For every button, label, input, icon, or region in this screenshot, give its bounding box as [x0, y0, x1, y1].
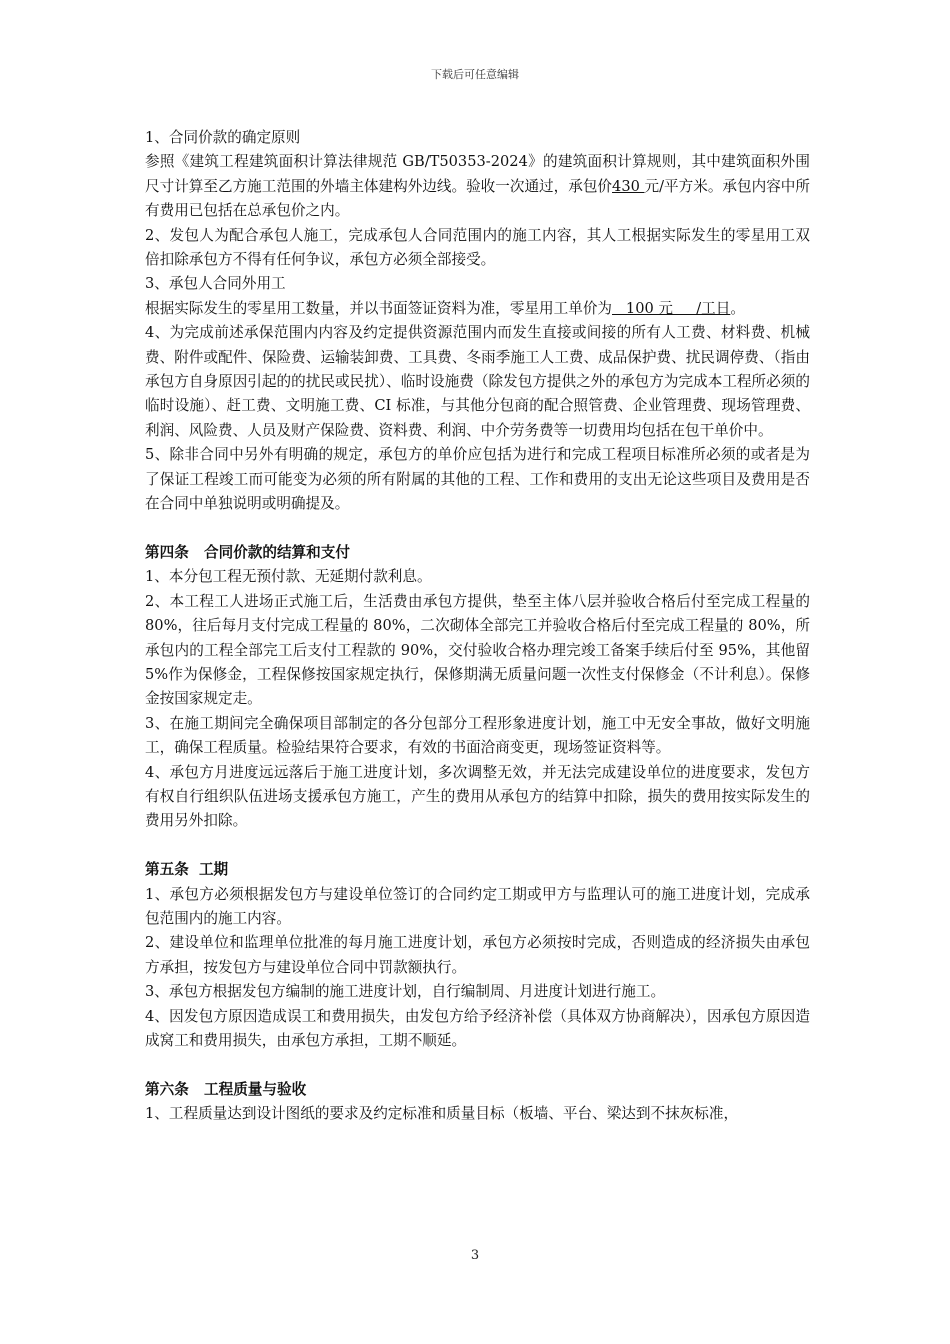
page-header: 下载后可任意编辑: [431, 68, 519, 81]
document-body: [145, 126, 810, 1127]
article-heading: 第六条 工程质量与验收: [145, 1080, 307, 1098]
text-span: 参照《建筑工程建筑面积计算法律规范 GB/T50353-2024》的建筑面积计算规则，其中建筑面积外围尺寸计算至乙方施工范围的外墙主体建构外边线。验收一次通过，承包价: [145, 153, 810, 195]
article-heading: 第四条 合同价款的结算和支付: [145, 543, 350, 561]
paragraph: 4、承包方月进度远远落后于施工进度计划，多次调整无效，并无法完成建设单位的进度要求，发包方有权自行组织队伍进场支援承包方施工，产生的费用从承包方的结算中扣除，损失的费用按实际发生的费用另外扣除。: [145, 763, 810, 830]
paragraph: [145, 297, 810, 321]
text-span: 。: [730, 299, 745, 317]
paragraph: 2、建设单位和监理单位批准的每月施工进度计划，承包方必须按时完成，否则造成的经济损失由承包方承担，按发包方与建设单位合同中罚款额执行。: [145, 934, 810, 976]
paragraph: 1、承包方必须根据发包方与建设单位签订的合同约定工期或甲方与监理认可的施工进度计划，完成承包范围内的施工内容。: [145, 885, 810, 927]
spacer: [145, 834, 810, 858]
page-number: 3: [470, 1248, 480, 1263]
underlined-price: 430: [612, 177, 645, 195]
article-heading: 第五条 工期: [145, 861, 229, 879]
paragraph: 3、承包方根据发包方编制的施工进度计划，自行编制周、月进度计划进行施工。: [145, 983, 666, 1001]
paragraph: 4、因发包方原因造成误工和费用损失，由发包方给予经济补偿（具体双方协商解决），因承包方原因造成窝工和费用损失，由承包方承担，工期不顺延。: [145, 1007, 810, 1049]
paragraph: 2、本工程工人进场正式施工后，生活费由承包方提供，垫至主体八层并验收合格后付至完成工程量的 80%，往后每月支付完成工程量的 80%，二次砌体全部完工并验收合格后付至完成工程量的 80%，所承包内的工程全部完工后支付工程款的 90%，交付验收合格办理完竣工备案手续后付至 95%，其他留 5%作为保修金，工程保修按国家规定执行，保修期满无质量问题一次性支付保修金（不计利息）。保修金按国家规定走。: [145, 592, 810, 708]
text-span: 根据实际发生的零星用工数量，并以书面签证资料为准，零星用工单价为: [145, 299, 613, 317]
spacer: [145, 1053, 810, 1077]
paragraph: 2、发包人为配合承包人施工，完成承包人合同范围内的施工内容，其人工根据实际发生的零星用工双倍扣除承包方不得有任何争议，承包方必须全部接受。: [145, 226, 810, 269]
paragraph: 4、为完成前述承保范围内内容及约定提供资源范围内而发生直接或间接的所有人工费、材料费、机械费、附件或配件、保险费、运输装卸费、工具费、冬雨季施工人工费、成品保护费、扰民调停费、（指由承包方自身原因引起的的扰民或民扰）、临时设施费（除发包方提供之外的承包方为完成本工程所必须的临时设施）、赶工费、文明施工费、CI 标准，与其他分包商的配合照管费、企业管理费、现场管理费、利润、风险费、人员及财产保险费、资料费、利润、中介劳务费等一切费用均包括在包干单价中。: [145, 324, 810, 439]
paragraph: 3、承包人合同外用工: [145, 275, 286, 293]
underlined-price: 100 元 /工日: [612, 299, 731, 317]
spacer: [145, 517, 810, 541]
paragraph: 3、在施工期间完全确保项目部制定的各分包部分工程形象进度计划，施工中无安全事故，做好文明施工，确保工程质量。检验结果符合要求，有效的书面洽商变更，现场签证资料等。: [145, 714, 810, 757]
paragraph: 1、本分包工程无预付款、无延期付款利息。: [145, 568, 432, 586]
paragraph: 5、除非合同中另外有明确的规定，承包方的单价应包括为进行和完成工程项目标准所必须的或者是为了保证工程竣工而可能变为必须的所有附属的其他的工程、工作和费用的支出无论这些项目及费用是否在合同中单独说明或明确提及。: [145, 446, 810, 513]
paragraph: 1、工程质量达到设计图纸的要求及约定标准和质量目标（板墙、平台、梁达到不抹灰标准，: [145, 1105, 739, 1123]
paragraph: [145, 150, 810, 223]
paragraph: 1、合同价款的确定原则: [145, 129, 301, 146]
text-span: 元/平方米。承包内容中所有费用已包括在总承包价之内。: [145, 177, 810, 220]
